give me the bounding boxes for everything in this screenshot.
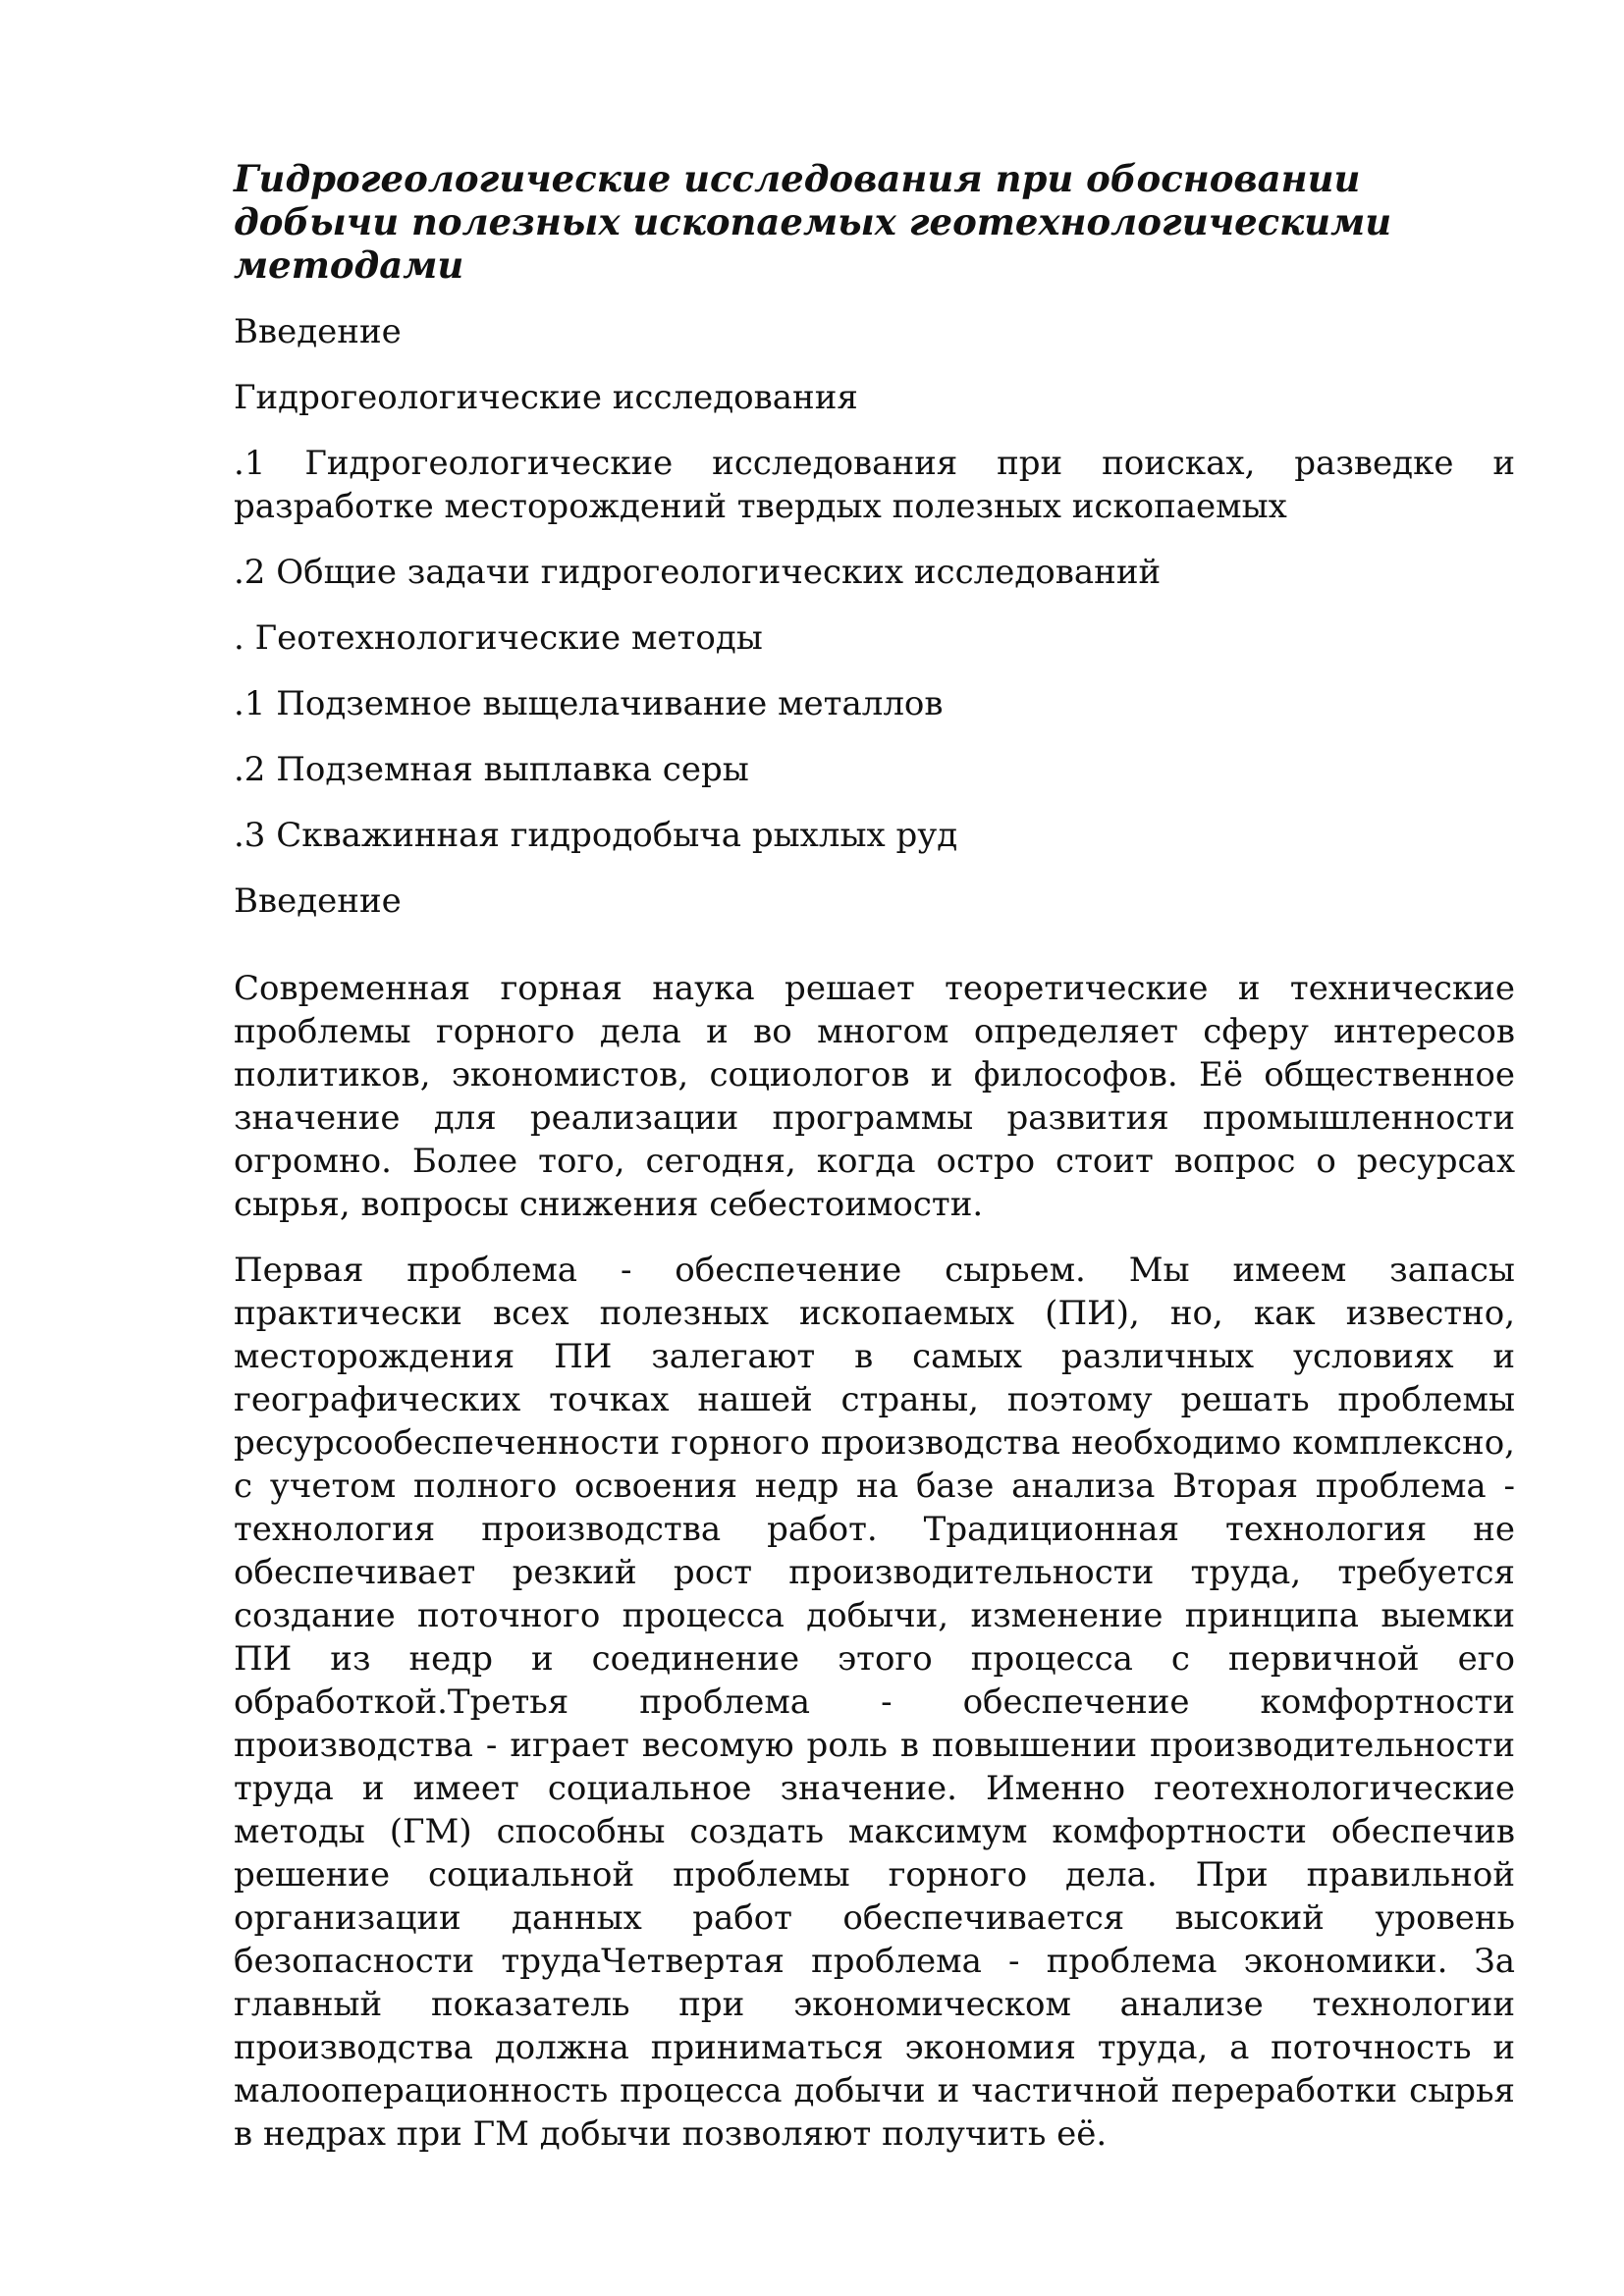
toc-item: . Геотехнологические методы — [234, 618, 763, 658]
toc-item: .1 Гидрогеологические исследования при поисках, разведке и разработке месторождений твердых полезных ископаемых — [234, 444, 1515, 526]
document-title: Гидрогеологические исследования при обосновании добычи полезных ископаемых геотехнологическими методами — [234, 157, 1392, 287]
toc-item: .1 Подземное выщелачивание металлов — [234, 684, 944, 723]
body-paragraph: Первая проблема - обеспечение сырьем. Мы имеем запасы практически всех полезных ископаемых (ПИ), но, как известно, месторождения ПИ залегают в самых различных условиях и географических точках нашей страны, поэтому решать проблемы ресурсообеспеченности горного производства необходимо комплексно, с учетом полного освоения недр на базе анализа Вторая проблема - технология производства работ. Традиционная технология не обеспечивает резкий рост производительности труда, требуется создание поточного процесса добычи, изменение принципа выемки ПИ из недр и соединение этого процесса с первичной его обработкой.Третья проблема - обеспечение комфортности производства - играет весомую роль в повышении производительности труда и имеет социальное значение. Именно геотехнологические методы (ГМ) способны создать максимум комфортности обеспечив решение социальной проблемы горного дела. При правильной организации данных работ обеспечивается высокий уровень безопасности трудаЧетвертая проблема - проблема экономики. За главный показатель при экономическом анализе технологии производства должна приниматься экономия труда, а поточность и малооперационность процесса добычи и частичной переработки сырья в недрах при ГМ добычи позволяют получить её. — [234, 1251, 1515, 2154]
body-paragraph: Современная горная наука решает теоретические и технические проблемы горного дела и во многом определяет сферу интересов политиков, экономистов, социологов и философов. Её общественное значение для реализации программы развития промышленности огромно. Более того, сегодня, когда остро стоит вопрос о ресурсах сырья, вопросы снижения себестоимости. — [234, 969, 1515, 1224]
toc-item: .3 Скважинная гидродобыча рыхлых руд — [234, 816, 958, 855]
toc-item: Введение — [234, 312, 402, 351]
toc-item: .2 Общие задачи гидрогеологических исследований — [234, 553, 1162, 592]
document-page — [234, 157, 1515, 2178]
table-of-contents — [234, 310, 1515, 857]
toc-item: .2 Подземная выплавка серы — [234, 750, 749, 789]
toc-item: Гидрогеологические исследования — [234, 378, 858, 417]
spacer — [234, 945, 1515, 967]
section-heading: Введение — [234, 881, 402, 921]
